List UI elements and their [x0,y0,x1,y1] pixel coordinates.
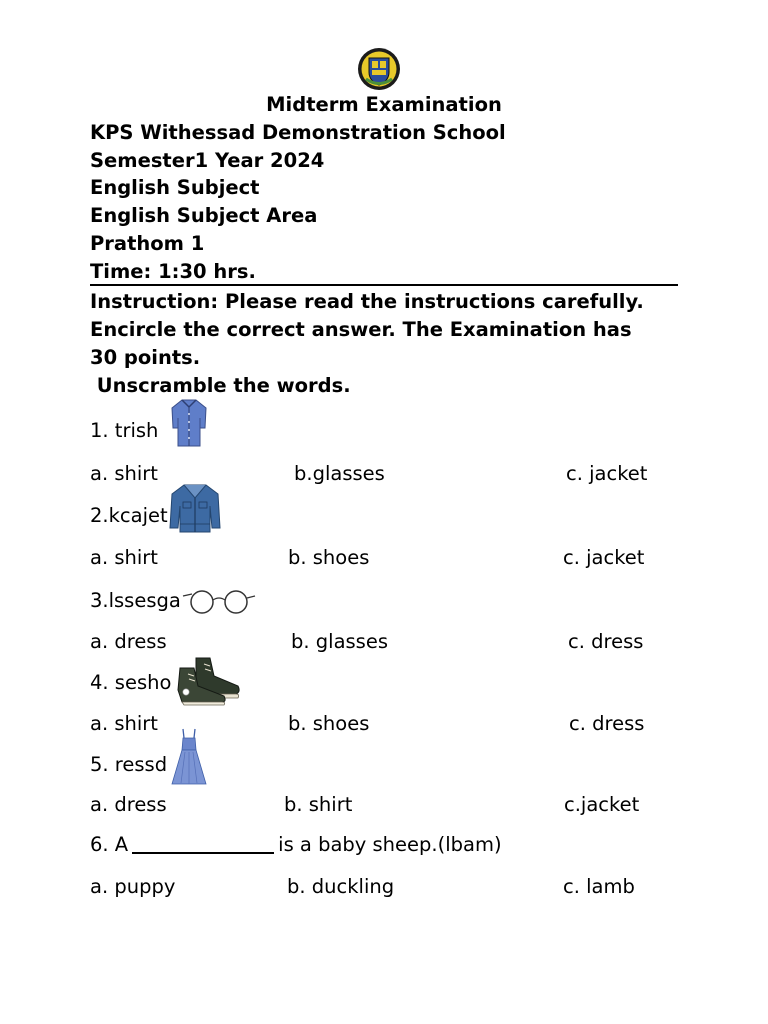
school-crest-logo-icon [357,46,401,92]
question-6-option-b[interactable]: b. duckling [287,875,395,898]
question-4-option-a[interactable]: a. shirt [90,712,158,735]
dress-icon [171,728,207,790]
question-5-prompt: 5. ressd [90,753,168,776]
header-divider [90,284,678,286]
question-1-option-b[interactable]: b.glasses [294,462,385,485]
question-2-option-a[interactable]: a. shirt [90,546,158,569]
question-1-prompt: 1. trish [90,419,159,442]
subject: English Subject [90,176,260,199]
glasses-icon [182,586,256,624]
exam-title: Midterm Examination [266,93,502,116]
question-2-option-b[interactable]: b. shoes [288,546,370,569]
question-3-option-b[interactable]: b. glasses [291,630,388,653]
jacket-icon [168,482,222,538]
instruction-line-2: Encircle the correct answer. The Examination has [90,318,632,341]
semester-year: Semester1 Year 2024 [90,149,325,172]
answer-blank[interactable] [132,852,274,854]
question-6-option-a[interactable]: a. puppy [90,875,176,898]
question-4-option-b[interactable]: b. shoes [288,712,370,735]
question-6-prompt-end: is a baby sheep.(lbam) [278,833,502,856]
subject-area: English Subject Area [90,204,318,227]
question-3-option-c[interactable]: c. dress [568,630,644,653]
question-1-option-c[interactable]: c. jacket [566,462,648,485]
instruction-line-3: 30 points. [90,346,201,369]
question-6-prompt [90,835,502,855]
question-6-prompt-start: 6. A [90,833,129,856]
question-3-prompt: 3.lssesga [90,589,181,612]
school-logo [357,46,401,92]
question-2-option-c[interactable]: c. jacket [563,546,645,569]
shoes-icon [174,654,242,710]
question-2-prompt: 2.kcajet [90,504,168,527]
question-6-option-c[interactable]: c. lamb [563,875,635,898]
shirt-icon [170,398,208,452]
question-5-option-b[interactable]: b. shirt [284,793,353,816]
exam-time: Time: 1:30 hrs. [90,260,256,283]
question-1-option-a[interactable]: a. shirt [90,462,158,485]
question-4-prompt: 4. sesho [90,671,172,694]
school-name: KPS Withessad Demonstration School [90,121,506,144]
question-5-option-c[interactable]: c.jacket [564,793,640,816]
section-heading: Unscramble the words. [90,374,351,397]
question-5-option-a[interactable]: a. dress [90,793,167,816]
grade-level: Prathom 1 [90,232,205,255]
question-4-option-c[interactable]: c. dress [569,712,645,735]
question-3-option-a[interactable]: a. dress [90,630,167,653]
instruction-line-1: Instruction: Please read the instructions carefully. [90,290,644,313]
